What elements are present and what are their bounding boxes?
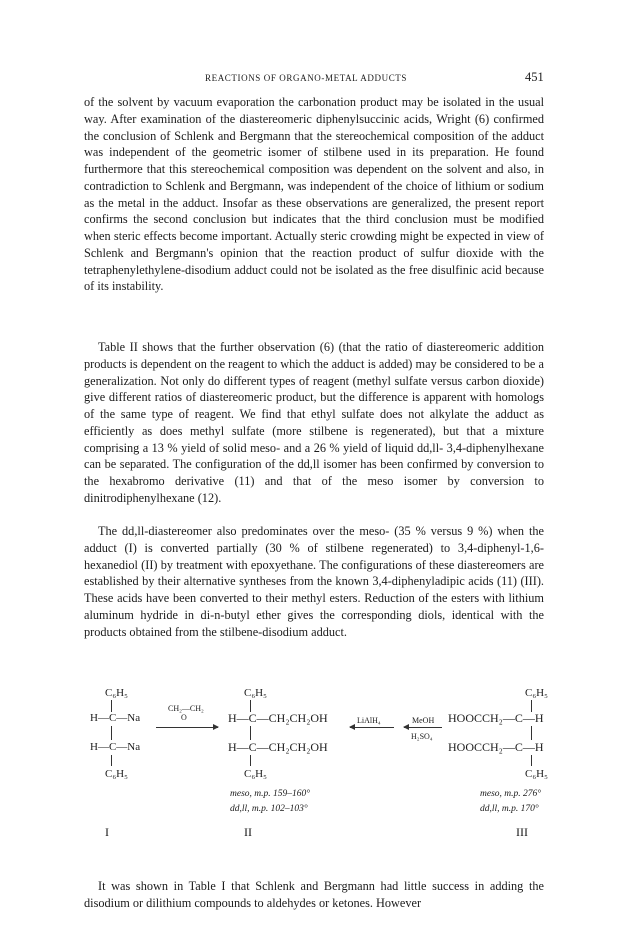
compound-ii-top-group: C₆H₅ bbox=[244, 687, 267, 699]
compound-iii-top-group: C₆H₅ bbox=[525, 687, 548, 699]
paragraph-3-text: The dd,ll-diastereomer also predominates over the meso- (35 % versus 9 %) when the adduct (I) is converted partially (30 % of stilbene regenerated) to 3,4-diphenyl-1,6-hexanediol (II) by treatment with epoxyethane. The configurations of these diastereomers are established by their alternative syntheses from the known 3,4-diphenyladipic acids (11) (III). These acids have been converted to their methyl esters. Reduction of the esters with lithium aluminum hydride in di-n-butyl ether gives the corresponding diols, identical with the products obtained from the stilbene-disodium adduct. bbox=[84, 524, 544, 639]
compound-ii-bottom-group: C₆H₅ bbox=[244, 768, 267, 780]
page-number: 451 bbox=[525, 70, 544, 84]
compound-iii-meso-mp: meso, m.p. 276° bbox=[480, 789, 542, 799]
esterification-reagent-bottom: H₂SO₄ bbox=[411, 732, 433, 741]
compound-i-lower-row: H—C—Na bbox=[90, 741, 141, 753]
compound-i-bond-bottom bbox=[111, 755, 112, 766]
compound-iii-bottom-group: C₆H₅ bbox=[525, 768, 548, 780]
compound-iii-label: III bbox=[516, 825, 528, 839]
paragraph-2-text: Table II shows that the further observation (6) (that the ratio of diastereomeric addition products is dependent on the reagent to which the adduct is added) may be considered to be a generalization. Not only do different types of reagent (methyl sulfate versus carbon dioxide) give different ratios of diastereomeric product, but the difference is apparent with homologs of the same type of reagent. We find that ethyl sulfate does not alkylate the adduct as efficiently as does methyl sulfate (more stilbene is regenerated), but that a mixture comprising a 13 % yield of solid meso- and a 26 % yield of liquid dd,ll- 3,4-diphenylhexane can be separated. The configuration of the dd,ll isomer has been confirmed by conversion to the hexabromo derivative (11) and that of the meso isomer by conversion to dinitrodiphenylhexane (12). bbox=[84, 340, 544, 505]
compound-ii-ddll-mp: dd,ll, m.p. 102–103° bbox=[230, 804, 308, 814]
epoxide-reaction-arrow bbox=[156, 727, 218, 728]
paragraph-table-i bbox=[84, 878, 544, 912]
compound-iii-upper-row: HOOCCH₂—C—H bbox=[448, 711, 544, 725]
running-head: REACTIONS OF ORGANO-METAL ADDUCTS bbox=[205, 73, 408, 83]
compound-ii-upper-row: H—C—CH₂CH₂OH bbox=[228, 711, 328, 725]
epoxide-oxygen: O bbox=[181, 713, 187, 722]
compound-ii-bond-bottom bbox=[250, 755, 251, 766]
compound-i-upper-row: H—C—Na bbox=[90, 712, 141, 724]
compound-i-bond-top bbox=[111, 700, 112, 712]
epoxide-reagent: CH₂—CH₂ bbox=[168, 704, 204, 713]
compound-i-bond-middle bbox=[111, 726, 112, 740]
paragraph-4-text: It was shown in Table I that Schlenk and Bergmann had little success in adding the disodium or dilithium compounds to aldehydes or ketones. However bbox=[84, 879, 544, 910]
compound-iii-lower-row: HOOCCH₂—C—H bbox=[448, 740, 544, 754]
compound-iii-bond-bottom bbox=[531, 755, 532, 766]
paragraph-1-text: of the solvent by vacuum evaporation the carbonation product may be isolated in the usual way. After examination of the diastereomeric diphenylsuccinic acids, Wright (6) confirmed the conclusion of Schlenk and Bergmann that the stereochemical composition of the adduct was independent of the geometric isomer of stilbene used in its preparation. He found furthermore that this stereochemical composition was dependent on the solvent and also, in contradiction to Schlenk and Bergmann, was independent of the choice of lithium or sodium as the metal in the adduct. Insofar as these observations are generalized, the present report confirms the second conclusion but indicates that the third conclusion must be modified when steric effects become important. Actually steric crowding might be expected in view of Schlenk and Bergmann's opinion that the reaction product of sulfur dioxide with the tetraphenylethylene-disodium adduct could not be isolated as the free disulfinic acid because of its instability. bbox=[84, 95, 544, 294]
compound-i-top-group: C₆H₅ bbox=[105, 687, 128, 699]
compound-iii-ddll-mp: dd,ll, m.p. 170° bbox=[480, 804, 539, 814]
esterification-arrow bbox=[404, 727, 442, 728]
compound-ii-bond-middle bbox=[250, 726, 251, 740]
compound-iii-bond-middle bbox=[531, 726, 532, 740]
compound-ii-label: II bbox=[244, 825, 252, 839]
esterification-reagent-top: MeOH bbox=[412, 716, 435, 725]
compound-ii-lower-row: H—C—CH₂CH₂OH bbox=[228, 740, 328, 754]
reduction-reagent: LiAlH₄ bbox=[357, 716, 381, 725]
compound-i-label: I bbox=[105, 825, 109, 839]
compound-ii-meso-mp: meso, m.p. 159–160° bbox=[230, 789, 311, 799]
reduction-arrow bbox=[350, 727, 394, 728]
compound-i-bottom-group: C₆H₅ bbox=[105, 768, 128, 780]
